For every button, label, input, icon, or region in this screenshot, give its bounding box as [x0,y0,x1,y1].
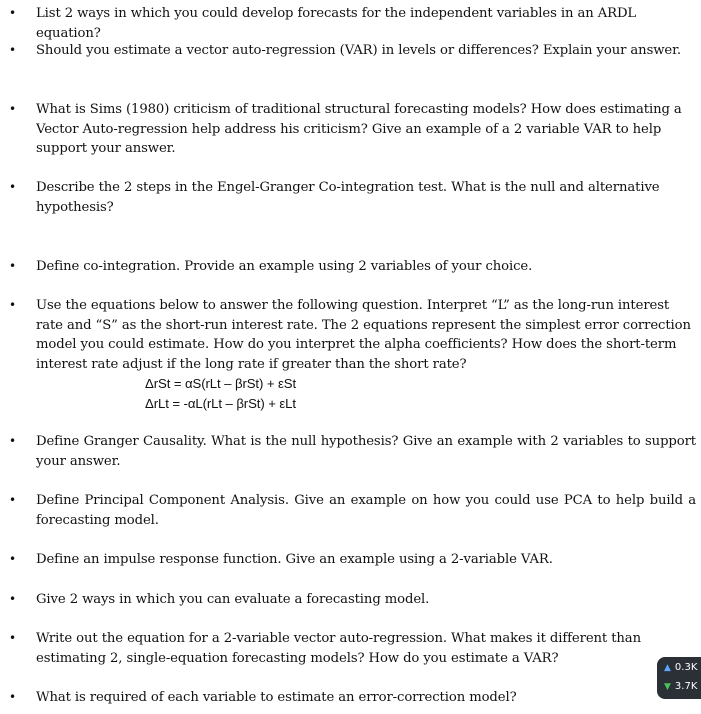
question-text: Give 2 ways in which you can evaluate a forecasting model. [36,592,430,607]
question-item [9,257,696,277]
question-text: Define an impulse response function. Give an example using a 2-variable VAR. [36,552,553,567]
question-text: Define Principal Component Analysis. Give an example on how you could use PCA to help build a forecasting model. [36,493,696,528]
question-text: List 2 ways in which you could develop forecasts for the independent variables in an ARDL equation? [36,6,637,41]
bullet-icon: • [9,180,16,194]
question-text: Use the equations below to answer the following question. Interpret “L” as the long-run interest rate and “S” as the short-run interest rate. The 2 equations represent the simplest error correction model you could estimate. How do you interpret the alpha coefficients? How does the short-term interest rate adjust if the long rate if greater than the short rate? [36,298,691,372]
bullet-icon: • [9,259,16,273]
bullet-icon: • [9,298,16,312]
question-text: Write out the equation for a 2-variable vector auto-regression. What makes it different than estimating 2, single-equation forecasting models? How do you estimate a VAR? [36,631,641,666]
bullet-icon: • [9,43,16,57]
arrow-up-icon: ▲ [664,663,671,673]
bullet-icon: • [9,102,16,116]
download-rate [664,681,697,692]
question-item [9,4,696,43]
question-item [9,688,696,708]
question-text: Describe the 2 steps in the Engel-Granger Co-integration test. What is the null and alternative hypothesis? [36,180,660,215]
question-item [9,629,656,668]
upload-value: 0.3K [674,662,698,673]
question-text: Define Granger Causality. What is the null hypothesis? Give an example with 2 variables to support your answer. [36,434,696,469]
question-text: What is Sims (1980) criticism of traditional structural forecasting models? How does estimating a Vector Auto-regression help address his criticism? Give an example of a 2 variable VAR to help support your answer. [36,102,682,156]
question-item [9,41,696,61]
question-item [9,100,696,159]
bullet-icon: • [9,690,16,704]
bullet-icon: • [9,434,16,448]
network-stats-widget[interactable] [657,657,701,699]
question-item [9,550,696,570]
question-item [9,432,696,471]
question-item [9,491,696,530]
bullet-icon: • [9,552,16,566]
bullet-icon: • [9,592,16,606]
arrow-down-icon: ▼ [664,682,671,692]
question-text: What is required of each variable to estimate an error-correction model? [36,690,517,705]
bullet-icon: • [9,631,16,645]
question-text: Should you estimate a vector auto-regression (VAR) in levels or differences? Explain your answer. [36,43,681,58]
download-value: 3.7K [674,681,698,692]
question-item [9,590,696,610]
question-item [9,296,696,413]
question-item [9,178,696,217]
upload-rate [664,662,697,673]
bullet-icon: • [9,493,16,507]
equation-long-rate: ΔrLt = -αL(rLt – βrSt) + εLt [145,395,296,411]
bullet-icon: • [9,6,16,20]
question-text: Define co-integration. Provide an example using 2 variables of your choice. [36,259,533,274]
equation-short-rate: ΔrSt = αS(rLt – βrSt) + εSt [145,376,297,391]
